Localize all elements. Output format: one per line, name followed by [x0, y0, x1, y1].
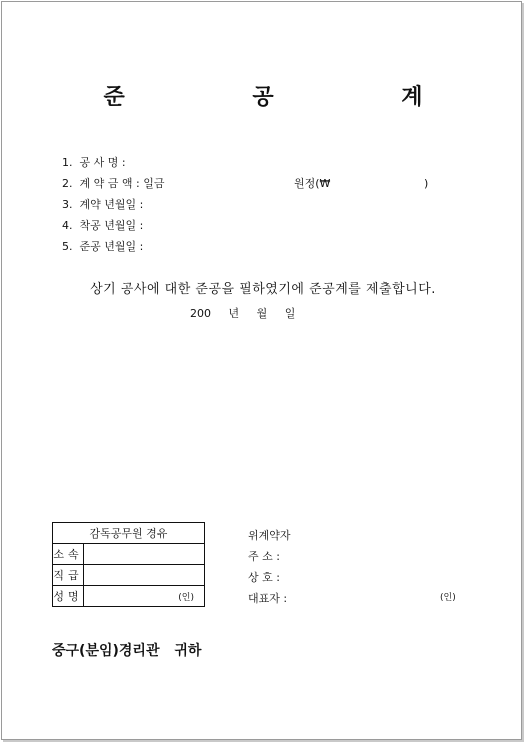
- field-number: 2.: [62, 177, 73, 190]
- field-number: 5.: [62, 240, 73, 253]
- table-row: [53, 565, 205, 586]
- addressee: 중구(분임)경리관 귀하: [52, 643, 202, 659]
- contractor-representative: 대표자 :: [248, 592, 288, 605]
- submission-date: 200 년 월 일: [190, 307, 296, 320]
- document-page: [1, 1, 522, 740]
- supervisor-review-table: [52, 522, 205, 607]
- review-label-rank: 직급: [53, 565, 84, 586]
- field-number: 1.: [62, 156, 73, 169]
- field-label: 계 약 금 액 : 일금: [79, 177, 165, 190]
- review-label-name: 성명: [53, 586, 84, 607]
- field-completion-date: [62, 236, 164, 257]
- contractor-seal-mark: (인): [440, 593, 456, 603]
- field-label: 계약 년월일 :: [79, 198, 144, 211]
- review-label-affiliation: 소속: [53, 544, 84, 565]
- contractor-address: 주 소 :: [248, 550, 280, 563]
- review-table-header: 감독공무원 경유: [53, 523, 205, 544]
- field-number: 3.: [62, 198, 73, 211]
- review-value-affiliation: [84, 544, 205, 565]
- contract-fields: [62, 152, 429, 257]
- field-project-name: [62, 152, 164, 173]
- contractor-representative-row: [248, 588, 468, 609]
- amount-won-label: 원정(₩: [294, 177, 331, 190]
- contractor-heading: 위계약자: [248, 529, 291, 542]
- submission-statement: 상기 공사에 대한 준공을 필하였기에 준공계를 제출합니다.: [90, 282, 436, 297]
- amount-close-paren: ): [424, 177, 429, 190]
- contractor-block: [248, 525, 468, 609]
- document-title: 준 공 계: [103, 85, 483, 110]
- field-label: 공 사 명 :: [79, 156, 126, 169]
- table-row: [53, 544, 205, 565]
- contractor-company: 상 호 :: [248, 571, 280, 584]
- field-start-date: [62, 215, 164, 236]
- field-contract-date: [62, 194, 164, 215]
- field-label: 준공 년월일 :: [79, 240, 144, 253]
- field-contract-amount: [62, 173, 429, 194]
- review-value-rank: [84, 565, 205, 586]
- field-number: 4.: [62, 219, 73, 232]
- review-seal-mark: (인): [84, 586, 205, 607]
- field-label: 착공 년월일 :: [79, 219, 144, 232]
- table-row: [53, 586, 205, 607]
